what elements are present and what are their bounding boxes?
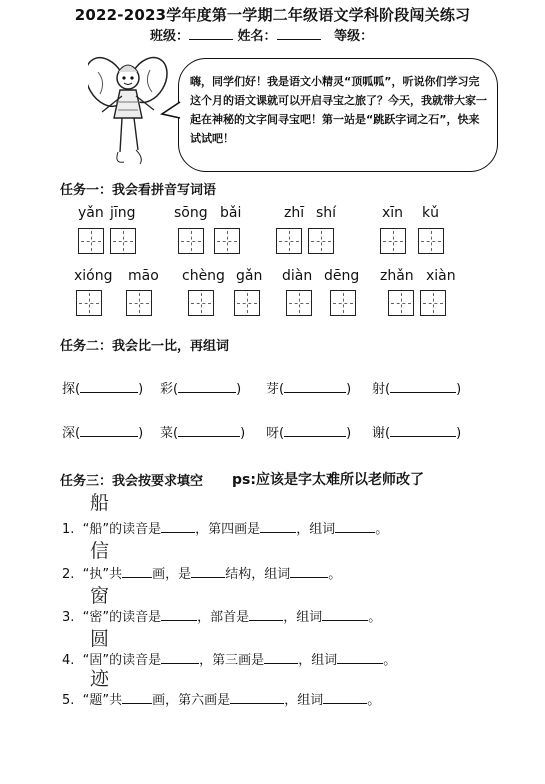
- answer-blank[interactable]: [122, 691, 152, 704]
- pinyin: xióng: [74, 268, 113, 284]
- writing-box[interactable]: [420, 290, 446, 316]
- fill-question: 2. “执”共 画，是 结构，组词 。: [62, 567, 342, 582]
- compare-item: 谢( ): [372, 426, 462, 441]
- compare-item: 彩( ): [160, 382, 242, 397]
- task3-heading: 任务三：我会按要求填空: [60, 474, 204, 489]
- fill-question: 3. “密”的读音是 ，部首是 ，组词 。: [62, 610, 382, 625]
- writing-box[interactable]: [286, 290, 312, 316]
- grade-label: 等级：: [334, 29, 374, 44]
- answer-blank[interactable]: [80, 380, 138, 393]
- writing-box[interactable]: [178, 228, 204, 254]
- pinyin: kǔ: [422, 205, 439, 221]
- pinyin: sōng: [174, 205, 208, 221]
- answer-blank[interactable]: [322, 608, 368, 621]
- compare-item: 呀( ): [266, 426, 352, 441]
- pinyin: diàn: [282, 268, 313, 284]
- writing-box[interactable]: [76, 290, 102, 316]
- task3-note: ps:应该是字太难所以老师改了: [232, 472, 424, 488]
- answer-blank[interactable]: [290, 565, 328, 578]
- pinyin: xīn: [382, 205, 404, 221]
- writing-box[interactable]: [308, 228, 334, 254]
- writing-box[interactable]: [78, 228, 104, 254]
- compare-item: 菜( ): [160, 426, 246, 441]
- answer-blank[interactable]: [178, 424, 240, 437]
- answer-blank[interactable]: [323, 691, 367, 704]
- answer-blank[interactable]: [161, 608, 197, 621]
- writing-box[interactable]: [214, 228, 240, 254]
- task1-heading: 任务一：我会看拼音写词语: [60, 183, 217, 198]
- answer-blank[interactable]: [80, 424, 138, 437]
- fill-question: 1. “船”的读音是 ，第四画是 ，组词 。: [62, 522, 389, 537]
- pinyin: zhǎn: [380, 268, 414, 284]
- compare-item: 射( ): [372, 382, 462, 397]
- compare-item: 深( ): [62, 426, 144, 441]
- task2-heading: 任务二：我会比一比，再组词: [60, 339, 230, 354]
- handwritten-correction: 圆: [90, 628, 110, 650]
- fairy-speech-text: 嗨，同学们好！我是语文小精灵“顶呱呱”，听说你们学习完这个月的语文课就可以开启寻宝之旅了？今天，我就带大家一起在神秘的文字间寻宝吧！第一站是“跳跃字词之石”，快来试试吧！: [190, 75, 487, 145]
- writing-box[interactable]: [388, 290, 414, 316]
- writing-box[interactable]: [126, 290, 152, 316]
- name-blank[interactable]: [277, 27, 321, 40]
- pinyin: zhī: [284, 205, 305, 221]
- answer-blank[interactable]: [337, 651, 383, 664]
- answer-blank[interactable]: [260, 520, 296, 533]
- pinyin: xiàn: [426, 268, 456, 284]
- worksheet-title: 2022-2023学年度第一学期二年级语文学科阶段闯关练习: [74, 6, 471, 24]
- writing-box[interactable]: [110, 228, 136, 254]
- writing-box[interactable]: [276, 228, 302, 254]
- answer-blank[interactable]: [335, 520, 375, 533]
- class-label: 班级：: [150, 29, 190, 44]
- answer-blank[interactable]: [191, 565, 225, 578]
- writing-box[interactable]: [330, 290, 356, 316]
- compare-item: 探( ): [62, 382, 144, 397]
- writing-box[interactable]: [380, 228, 406, 254]
- writing-box[interactable]: [418, 228, 444, 254]
- answer-blank[interactable]: [122, 565, 152, 578]
- answer-blank[interactable]: [284, 424, 346, 437]
- writing-box[interactable]: [188, 290, 214, 316]
- answer-blank[interactable]: [178, 380, 236, 393]
- pinyin: shí: [316, 205, 337, 221]
- pinyin: gǎn: [236, 268, 263, 284]
- answer-blank[interactable]: [249, 608, 283, 621]
- pinyin: bǎi: [220, 205, 242, 221]
- pinyin: yǎn: [78, 205, 104, 221]
- answer-blank[interactable]: [390, 424, 456, 437]
- answer-blank[interactable]: [390, 380, 456, 393]
- compare-item: 芽( ): [266, 382, 352, 397]
- handwritten-correction: 船: [90, 492, 110, 514]
- answer-blank[interactable]: [161, 520, 195, 533]
- class-blank[interactable]: [189, 27, 233, 40]
- answer-blank[interactable]: [264, 651, 298, 664]
- pinyin: chèng: [182, 268, 225, 284]
- fairy-illustration: [88, 52, 168, 170]
- name-label: 姓名：: [237, 29, 277, 44]
- fill-question: 4. “固”的读音是 ，第三画是 ，组词 。: [62, 653, 397, 668]
- pinyin: dēng: [324, 268, 360, 284]
- student-info-line: [150, 25, 373, 44]
- speech-bubble-tail: [160, 100, 182, 122]
- writing-box[interactable]: [234, 290, 260, 316]
- answer-blank[interactable]: [230, 691, 284, 704]
- pinyin: jīng: [110, 205, 136, 221]
- handwritten-correction: 窗: [90, 585, 110, 607]
- fill-question: 5. “题”共 画，第六画是 ，组词 。: [62, 693, 381, 708]
- pinyin: māo: [128, 268, 159, 284]
- handwritten-correction: 信: [90, 540, 110, 562]
- handwritten-correction: 迹: [90, 668, 110, 690]
- answer-blank[interactable]: [284, 380, 346, 393]
- answer-blank[interactable]: [161, 651, 199, 664]
